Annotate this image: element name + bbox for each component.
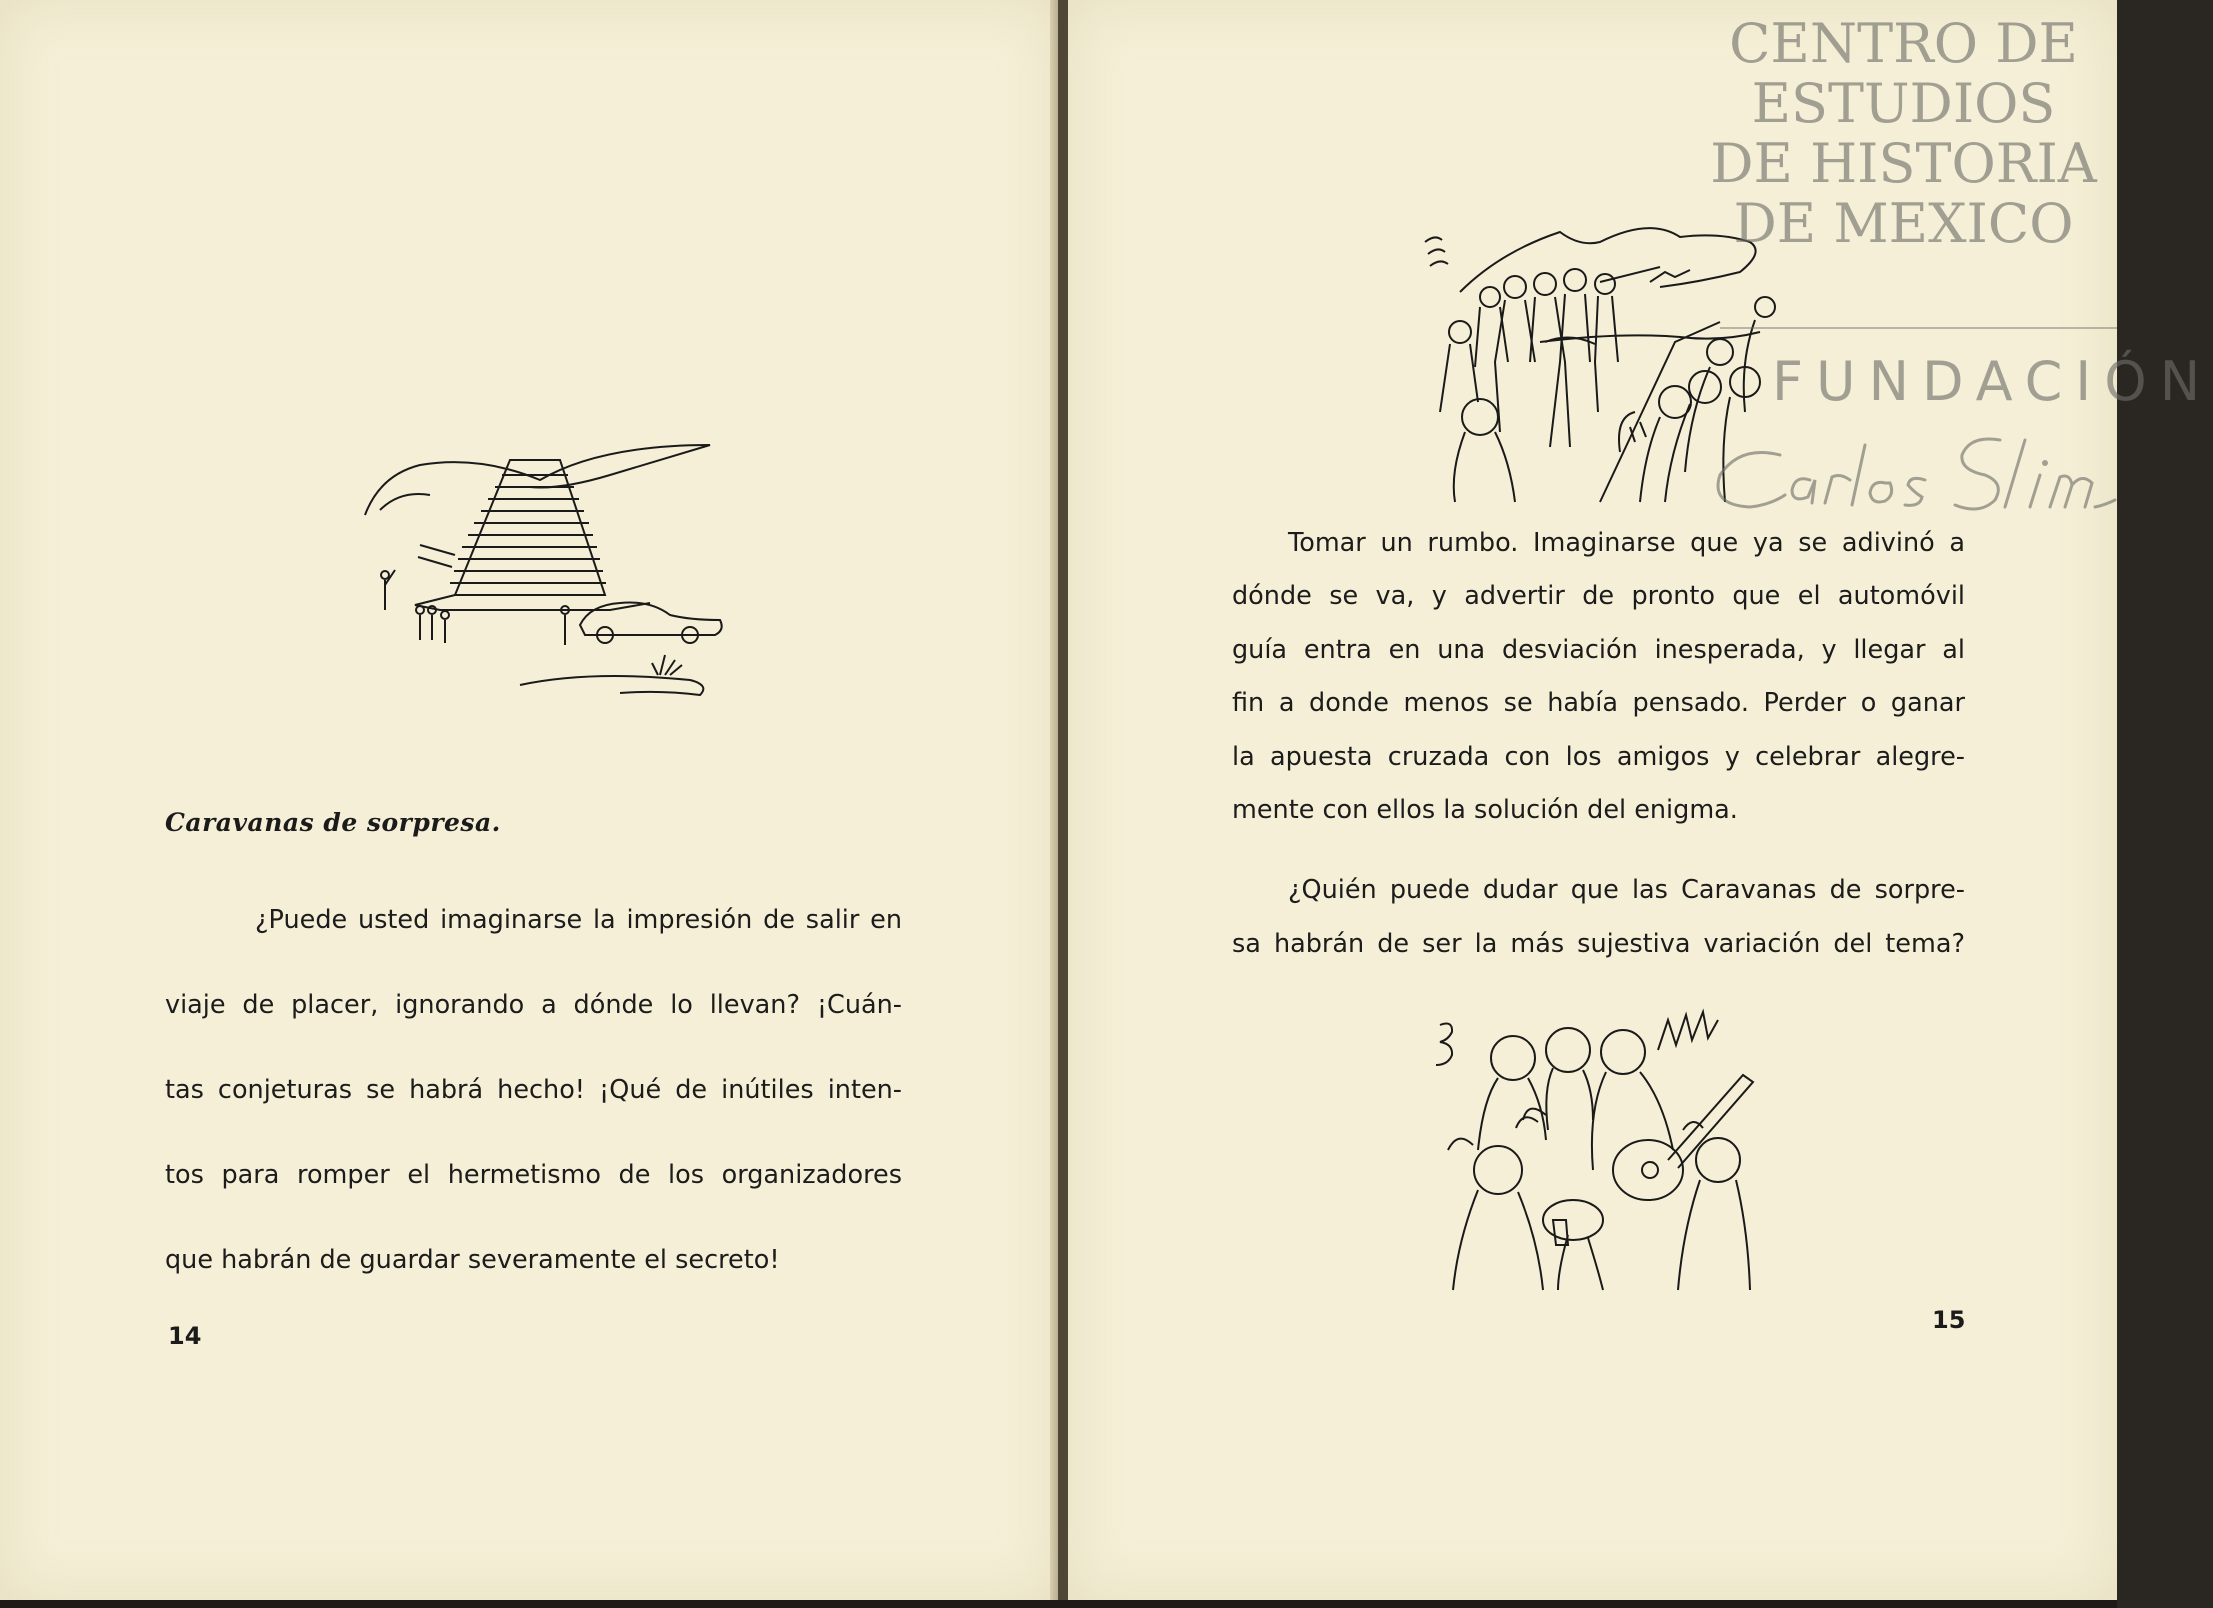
watermark-line: DE HISTORIA <box>1710 132 2097 195</box>
left-paragraph-line: tas conjeturas se habrá hecho! ¡Qué de inútiles inten- <box>165 1075 902 1105</box>
watermark-signature <box>1700 425 2120 525</box>
page-number-right: 15 <box>1932 1306 1966 1334</box>
page-number-left: 14 <box>168 1322 202 1350</box>
left-paragraph-line: tos para romper el hermetismo de los organizadores <box>165 1160 902 1190</box>
section-heading: Caravanas de sorpresa. <box>165 808 501 837</box>
right-paragraph-line: fin a donde menos se había pensado. Perder o ganar <box>1232 688 1965 718</box>
left-paragraph-line: ¿Puede usted imaginarse la impresión de salir en <box>255 905 902 935</box>
watermark-foundation: FUNDACIÓN <box>1772 350 2213 413</box>
pyramid-illustration <box>360 435 730 705</box>
watermark-line: CENTRO DE <box>1729 12 2078 75</box>
archive-watermark <box>1690 14 2117 254</box>
right-paragraph-line: la apuesta cruzada con los amigos y celebrar alegre- <box>1232 742 1965 772</box>
right-paragraph-line: mente con ellos la solución del enigma. <box>1232 795 1738 825</box>
watermark-line: DE MEXICO <box>1733 192 2074 255</box>
musicians-illustration <box>1428 1010 1768 1290</box>
left-paragraph-line: viaje de placer, ignorando a dónde lo llevan? ¡Cuán- <box>165 990 902 1020</box>
watermark-divider <box>1720 327 2117 329</box>
right-paragraph-line: ¿Quién puede dudar que las Caravanas de sorpre- <box>1288 875 1965 905</box>
left-paragraph-line: que habrán de guardar severamente el secreto! <box>165 1245 780 1275</box>
right-paragraph-line: Tomar un rumbo. Imaginarse que ya se adivinó a <box>1288 528 1965 558</box>
left-page <box>0 0 1058 1600</box>
right-paragraph-line: guía entra en una desviación inesperada, y llegar al <box>1232 635 1965 665</box>
watermark-line: ESTUDIOS <box>1751 72 2056 135</box>
right-paragraph-line: dónde se va, y advertir de pronto que el automóvil <box>1232 581 1965 611</box>
right-paragraph-line: sa habrán de ser la más sujestiva variación del tema? <box>1232 929 1965 959</box>
